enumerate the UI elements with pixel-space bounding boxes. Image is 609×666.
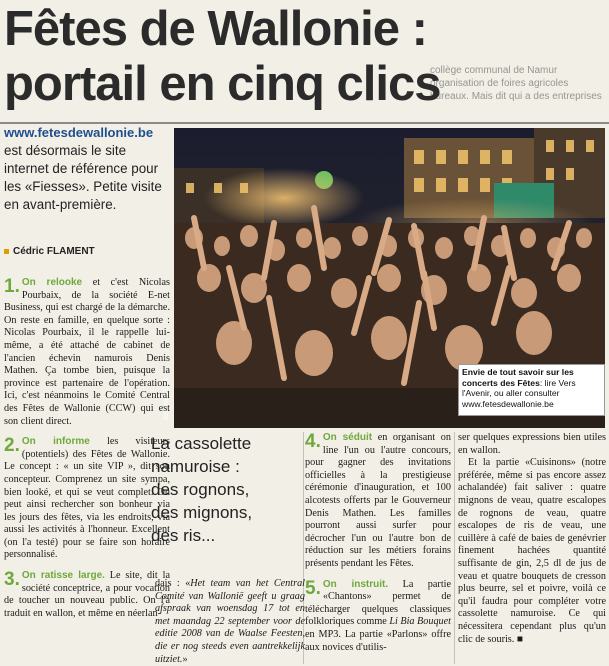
column-4 <box>458 432 606 646</box>
song-title: Li Bia Bouquet <box>389 616 451 628</box>
section-1 <box>4 277 170 428</box>
bleed-line: bureaux. Mais dit qui a des entreprises <box>430 91 602 102</box>
article-headline <box>4 2 604 112</box>
section-text: Le site, dit la société conceptrice, a pour vocation de toucher un nouveau public. On l'a traduit en wallon, et même en néerlan- <box>4 570 170 619</box>
section-number: 4. <box>305 431 321 452</box>
section-text: en MP3. La partie «Parlons» offre aux novices d'utilis- <box>305 628 451 653</box>
column-1 <box>4 277 170 620</box>
pull-quote-line: des rognons, <box>151 480 250 499</box>
section-2 <box>4 436 170 562</box>
dutch-quote: Het team van het Central Comité van Wallonië geeft u graag afspraak van woensdag 17 tot en met maandag 22 september voor de editie 2008 van de Waalse Feesten, die er nog steeds even aantrekkelijk uitziet. <box>155 578 305 665</box>
section-number: 1. <box>4 276 20 297</box>
article-lead <box>4 124 172 214</box>
headline-line-1: Fêtes de Wallonie : <box>4 2 427 56</box>
lead-text: est désormais le site internet de référence pour les «Fiesses». Petite visite en avant-première. <box>4 143 162 212</box>
bleed-line: organisation de foires agricoles <box>430 78 569 89</box>
section-text: en organisant on line l'un ou l'autre concours, pour gagner des invitations officielles à la prestigieuse cérémonie d'inauguration, et 100 alcotests offerts par le Gouverneur Denis Mathen. Les familles pourront aussi surfer pour décrocher l'un ou l'autre bon de réduction sur les métiers forains présents pendant les Fêtes. <box>305 432 451 569</box>
bullet-square-icon <box>4 249 9 254</box>
section-5 <box>305 579 451 655</box>
section-text: les visiteurs (potentiels) des Fêtes de Wallonie. Le concept : « un site VIP », dit son concepteur. Comprenez un site sympa, bien looké, et qui se veut complet. On peut ainsi rechercher son bonheur via les jours des fêtes, via les endroits, via aussi les activités à l'honneur. Excellent (on l'a testé) pour se faire son horaire personnalisé. <box>4 436 171 561</box>
caption-bold: Envie de tout savoir sur les concerts des Fêtes <box>462 367 574 388</box>
headline-line-2: portail en cinq clics <box>4 57 441 111</box>
section-text: La partie «Chantons» permet de télécharger quelques classiques folkloriques comme <box>305 578 451 628</box>
section-title: On instruit. <box>322 578 389 590</box>
section-4 <box>305 432 451 571</box>
photo-credit: Archives EdA <box>163 377 170 420</box>
column-divider <box>454 432 455 664</box>
section-number: 2. <box>4 435 20 457</box>
section-text: dais : « <box>155 578 191 589</box>
section-title: On informe <box>21 436 90 448</box>
pull-quote-line: des mignons, <box>151 503 253 522</box>
photo-caption <box>458 364 605 416</box>
caption-url[interactable]: www.fetesdewallonie.be <box>462 398 554 409</box>
column-3 <box>305 432 451 654</box>
bleed-line: collège communal de Namur <box>430 65 558 76</box>
column-2 <box>155 578 305 666</box>
pull-quote <box>151 432 301 547</box>
section-text: » <box>182 653 188 665</box>
section-title: On relooke <box>21 277 83 288</box>
website-link[interactable]: www.fetesdewallonie.be <box>4 125 154 140</box>
section-number: 5. <box>305 577 321 599</box>
section-title: On ratisse large. <box>21 570 105 582</box>
caption-text: : lire Vers l'Avenir, ou aller consulter <box>462 377 576 398</box>
section-5-continued: ser quelques expressions bien utiles en wallon. <box>458 432 606 456</box>
section-3 <box>4 570 170 620</box>
section-5-cuisine: Et la partie «Cuisinons» (notre préférée, même si pas encore assez achalandée) fait saliver : quatre mignons de veau, quatre escalopes de rognons de veau, quatre escalopes de ris de veau, une cuillère à café de baies de genévrier finement hachées quantité suffisante de gin, 2,5 dl de jus de veau et quatre bouquets de cresson plus beurre, sel et poivre, voilà ce qu'il faudra pour compléter votre cassolette namuroise. Ce qui nécessitera cependant plus qu'un clic de souris. ■ <box>458 457 606 645</box>
pull-quote-line: namuroise : <box>151 457 240 476</box>
section-3-continued <box>155 578 305 666</box>
section-title: On séduit <box>322 432 373 443</box>
section-text: et c'est Nicolas Pourbaix, de la société E-net Business, qui est chargé de la démarche. On reste en famille, en quelque sorte : Nicolas Pourbaix, il le rappelle lui-même, a été attaché de cabinet de l'ancien échevin namurois Denis Mathen. Ça tombe bien, puisque la province est partenaire de l'opération. Ici, c'est néanmoins le Comité Central des Fêtes de Wallonie (CCW) qui est son client direct. <box>4 277 170 427</box>
author-name: Cédric FLAMENT <box>13 246 95 257</box>
pull-quote-line: des ris... <box>151 526 216 545</box>
byline <box>4 246 172 257</box>
pull-quote-line: La cassolette <box>151 434 252 453</box>
section-number: 3. <box>4 569 20 591</box>
